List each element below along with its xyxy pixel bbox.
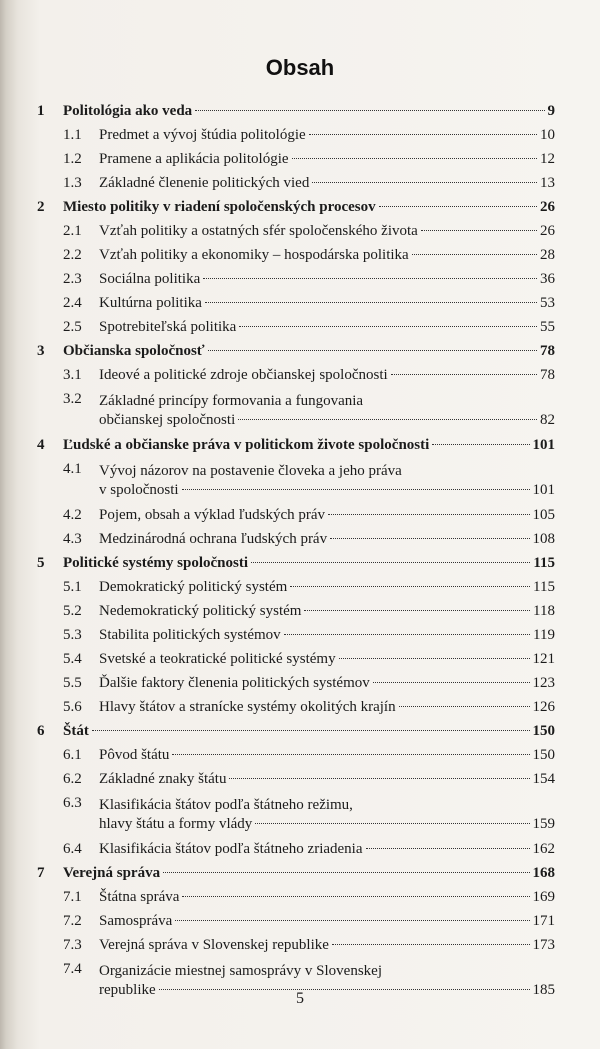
dot-leader [432,444,529,445]
toc-entry-label: Ideové a politické zdroje občianskej spoločnosti [99,367,388,383]
toc-entry-text [63,555,555,572]
toc-entry-page: 10 [540,127,555,143]
toc-entry-text [99,627,555,644]
toc-entry-text [99,319,555,336]
toc-entry-text [99,271,555,288]
toc-entry-number: 2 [37,199,45,215]
toc-entry-label-line1: Základné princípy formovania a fungovania [99,393,364,409]
toc-entry-page: 185 [532,982,555,998]
toc-entry-text [99,937,555,954]
toc-entry-text [99,889,555,906]
toc-entry-page: 105 [532,507,555,523]
toc-entry-page: 150 [532,747,555,763]
toc-entry-label: Štátna správa [99,889,180,905]
toc-entry-text [99,127,555,144]
toc-section-entry[interactable] [35,363,555,387]
toc-section-entry[interactable] [35,123,555,147]
toc-entry-page: 55 [540,319,555,335]
toc-entry-label: v spoločnosti [99,482,179,498]
toc-entry-page: 115 [533,555,555,571]
toc-section-entry[interactable] [35,933,555,957]
toc-section-entry[interactable] [35,575,555,599]
page-title: Obsah [265,55,335,80]
dot-leader [309,134,537,135]
toc-entry-label: Verejná správa [63,865,161,881]
toc-entry-number: 4.1 [63,461,82,477]
dot-leader [163,872,529,873]
dot-leader [391,374,537,375]
toc-entry-text [99,531,555,548]
toc-entry-page: 123 [532,675,555,691]
toc-entry-number: 3.2 [63,391,82,407]
dot-leader [312,182,537,183]
toc-entry-number: 7.4 [63,961,82,977]
toc-entry-page: 150 [532,723,555,739]
dot-leader [339,658,530,659]
toc-entry-label: Svetské a teokratické politické systémy [99,651,336,667]
toc-entry-text [99,461,555,499]
toc-entry-label: republike [99,982,156,998]
toc-entry-page: 13 [540,175,555,191]
toc-entry-page: 171 [532,913,555,929]
toc-entry-number: 5.3 [63,627,82,643]
toc-entry-page: 101 [532,482,555,498]
toc-entry-label: Ľudské a občianske práva v politickom živote spoločnosti [63,437,430,453]
toc-entry-text [99,795,555,833]
toc-entry-label: Politológia ako veda [63,103,193,119]
toc-section-entry[interactable] [35,243,555,267]
dot-leader [208,350,537,351]
toc-entry-label: Pôvod štátu [99,747,170,763]
toc-entry-text [99,151,555,168]
toc-entry-number: 4 [37,437,45,453]
toc-entry-number: 3.1 [63,367,82,383]
toc-entry-number: 5.2 [63,603,82,619]
toc-section-entry[interactable] [35,527,555,551]
toc-entry-number: 6.3 [63,795,82,811]
toc-entry-label: Samospráva [99,913,173,929]
toc-entry-label: Pojem, obsah a výklad ľudských práv [99,507,326,523]
toc-entry-number: 6.4 [63,841,82,857]
dot-leader [304,610,530,611]
toc-entry-label: občianskej spoločnosti [99,412,236,428]
toc-entry-page: 101 [532,437,555,453]
toc-section-entry[interactable] [35,647,555,671]
toc-entry-label: Sociálna politika [99,271,201,287]
toc-entry-number: 2.3 [63,271,82,287]
dot-leader [328,514,529,515]
toc-entry-page: 115 [533,579,555,595]
toc-entry-page: 26 [540,223,555,239]
toc-entry-text [99,699,555,716]
toc-entry-text [99,747,555,764]
toc-section-entry[interactable] [35,387,555,433]
toc-entry-page: 108 [532,531,555,547]
toc-section-entry[interactable] [35,671,555,695]
toc-section-entry[interactable] [35,171,555,195]
toc-entry-label: Základné znaky štátu [99,771,227,787]
toc-entry-page: 169 [532,889,555,905]
toc-entry-page: 28 [540,247,555,263]
toc-entry-text [99,651,555,668]
toc-entry-label: Predmet a vývoj štúdia politológie [99,127,306,143]
toc-chapter-entry[interactable] [35,861,555,885]
toc-entry-label: Politické systémy spoločnosti [63,555,248,571]
toc-section-entry[interactable] [35,267,555,291]
toc-entry-page: 159 [532,816,555,832]
toc-entry-page: 173 [532,937,555,953]
toc-section-entry[interactable] [35,909,555,933]
toc-section-entry[interactable] [35,767,555,791]
toc-entry-label: Nedemokratický politický systém [99,603,302,619]
toc-entry-text [99,579,555,596]
toc-entry-page: 118 [533,603,555,619]
dot-leader [251,562,530,563]
toc-entry-number: 4.3 [63,531,82,547]
toc-section-entry[interactable] [35,219,555,243]
toc-entry-text [63,723,555,740]
toc-entry-label: Základné členenie politických vied [99,175,310,191]
toc-entry-number: 2.4 [63,295,82,311]
toc-entry-text [99,247,555,264]
table-of-contents [35,99,555,1003]
toc-entry-number: 2.2 [63,247,82,263]
dot-leader [412,254,537,255]
toc-entry-number: 1.2 [63,151,82,167]
toc-entry-text [99,771,555,788]
toc-entry-page: 82 [540,412,555,428]
toc-entry-page: 78 [540,343,555,359]
dot-leader [205,302,537,303]
toc-entry-number: 3 [37,343,45,359]
toc-entry-label: Demokratický politický systém [99,579,288,595]
toc-entry-number: 7.2 [63,913,82,929]
toc-chapter-entry[interactable] [35,195,555,219]
toc-entry-text [99,841,555,858]
toc-chapter-entry[interactable] [35,99,555,123]
dot-leader [92,730,530,731]
toc-entry-label-line1: Vývoj názorov na postavenie človeka a jeho práva [99,463,402,479]
toc-entry-number: 6.2 [63,771,82,787]
dot-leader [290,586,530,587]
toc-entry-label: Vzťah politiky a ekonomiky – hospodárska politika [99,247,409,263]
dot-leader [238,419,537,420]
toc-section-entry[interactable] [35,695,555,719]
dot-leader [195,110,544,111]
dot-leader [203,278,537,279]
toc-entry-text [63,437,555,454]
dot-leader [182,896,529,897]
dot-leader [255,823,529,824]
toc-entry-label-line1: Klasifikácia štátov podľa štátneho režimu, [99,797,353,813]
toc-entry-page: 12 [540,151,555,167]
toc-entry-number: 5.5 [63,675,82,691]
dot-leader [330,538,529,539]
toc-entry-page: 78 [540,367,555,383]
toc-section-entry[interactable] [35,791,555,837]
toc-entry-number: 2.1 [63,223,82,239]
toc-entry-page: 53 [540,295,555,311]
toc-entry-number: 7.3 [63,937,82,953]
toc-entry-text [99,223,555,240]
toc-entry-page: 26 [540,199,555,215]
toc-entry-number: 6 [37,723,45,739]
dot-leader [239,326,537,327]
toc-section-entry[interactable] [35,291,555,315]
toc-entry-number: 5.1 [63,579,82,595]
toc-section-entry[interactable] [35,503,555,527]
toc-entry-text [63,103,555,120]
toc-entry-number: 1.1 [63,127,82,143]
toc-entry-label: Klasifikácia štátov podľa štátneho zriadenia [99,841,363,857]
toc-entry-label: Občianska spoločnosť [63,343,205,359]
toc-entry-text [99,603,555,620]
dot-leader [175,920,529,921]
dot-leader [366,848,530,849]
dot-leader [373,682,530,683]
toc-entry-label: Miesto politiky v riadení spoločenských procesov [63,199,376,215]
toc-entry-page: 119 [533,627,555,643]
toc-entry-label-line1: Organizácie miestnej samosprávy v Slovenskej [99,963,382,979]
toc-entry-label: Medzinárodná ochrana ľudských práv [99,531,328,547]
page-number: 5 [296,990,304,1007]
toc-entry-text [99,175,555,192]
dot-leader [292,158,537,159]
toc-entry-page: 36 [540,271,555,287]
toc-section-entry[interactable] [35,599,555,623]
toc-entry-number: 5 [37,555,45,571]
toc-entry-text [99,675,555,692]
toc-section-entry[interactable] [35,457,555,503]
toc-entry-label: Vzťah politiky a ostatných sfér spoločenského života [99,223,418,239]
dot-leader [229,778,529,779]
toc-entry-label: Hlavy štátov a stranícke systémy okolitých krajín [99,699,396,715]
toc-entry-text [99,391,555,429]
toc-entry-page: 162 [532,841,555,857]
toc-entry-page: 168 [532,865,555,881]
toc-entry-text [99,295,555,312]
toc-entry-number: 5.4 [63,651,82,667]
toc-entry-text [63,865,555,882]
toc-entry-label: Štát [63,723,89,739]
toc-entry-number: 7 [37,865,45,881]
toc-section-entry[interactable] [35,623,555,647]
toc-entry-text [99,507,555,524]
dot-leader [399,706,530,707]
toc-entry-page: 126 [532,699,555,715]
toc-chapter-entry[interactable] [35,339,555,363]
toc-entry-label: hlavy štátu a formy vlády [99,816,253,832]
toc-section-entry[interactable] [35,837,555,861]
toc-entry-number: 2.5 [63,319,82,335]
toc-entry-number: 1.3 [63,175,82,191]
toc-entry-number: 5.6 [63,699,82,715]
dot-leader [379,206,537,207]
toc-entry-text [63,343,555,360]
toc-section-entry[interactable] [35,743,555,767]
toc-entry-number: 4.2 [63,507,82,523]
toc-chapter-entry[interactable] [35,551,555,575]
toc-chapter-entry[interactable] [35,433,555,457]
dot-leader [172,754,529,755]
dot-leader [182,489,530,490]
toc-entry-number: 6.1 [63,747,82,763]
toc-entry-text [99,913,555,930]
toc-chapter-entry[interactable] [35,719,555,743]
toc-entry-label: Kultúrna politika [99,295,202,311]
toc-entry-label: Verejná správa v Slovenskej republike [99,937,329,953]
toc-entry-label: Stabilita politických systémov [99,627,281,643]
toc-entry-label: Pramene a aplikácia politológie [99,151,289,167]
toc-section-entry[interactable] [35,885,555,909]
toc-entry-number: 1 [37,103,45,119]
toc-entry-text [99,367,555,384]
toc-entry-page: 121 [532,651,555,667]
dot-leader [332,944,530,945]
toc-entry-number: 7.1 [63,889,82,905]
dot-leader [284,634,530,635]
toc-section-entry[interactable] [35,147,555,171]
toc-entry-page: 154 [532,771,555,787]
toc-entry-label: Spotrebiteľská politika [99,319,237,335]
toc-entry-page: 9 [547,103,555,119]
toc-entry-text [63,199,555,216]
toc-entry-label: Ďalšie faktory členenia politických systémov [99,675,370,691]
dot-leader [421,230,537,231]
toc-section-entry[interactable] [35,315,555,339]
